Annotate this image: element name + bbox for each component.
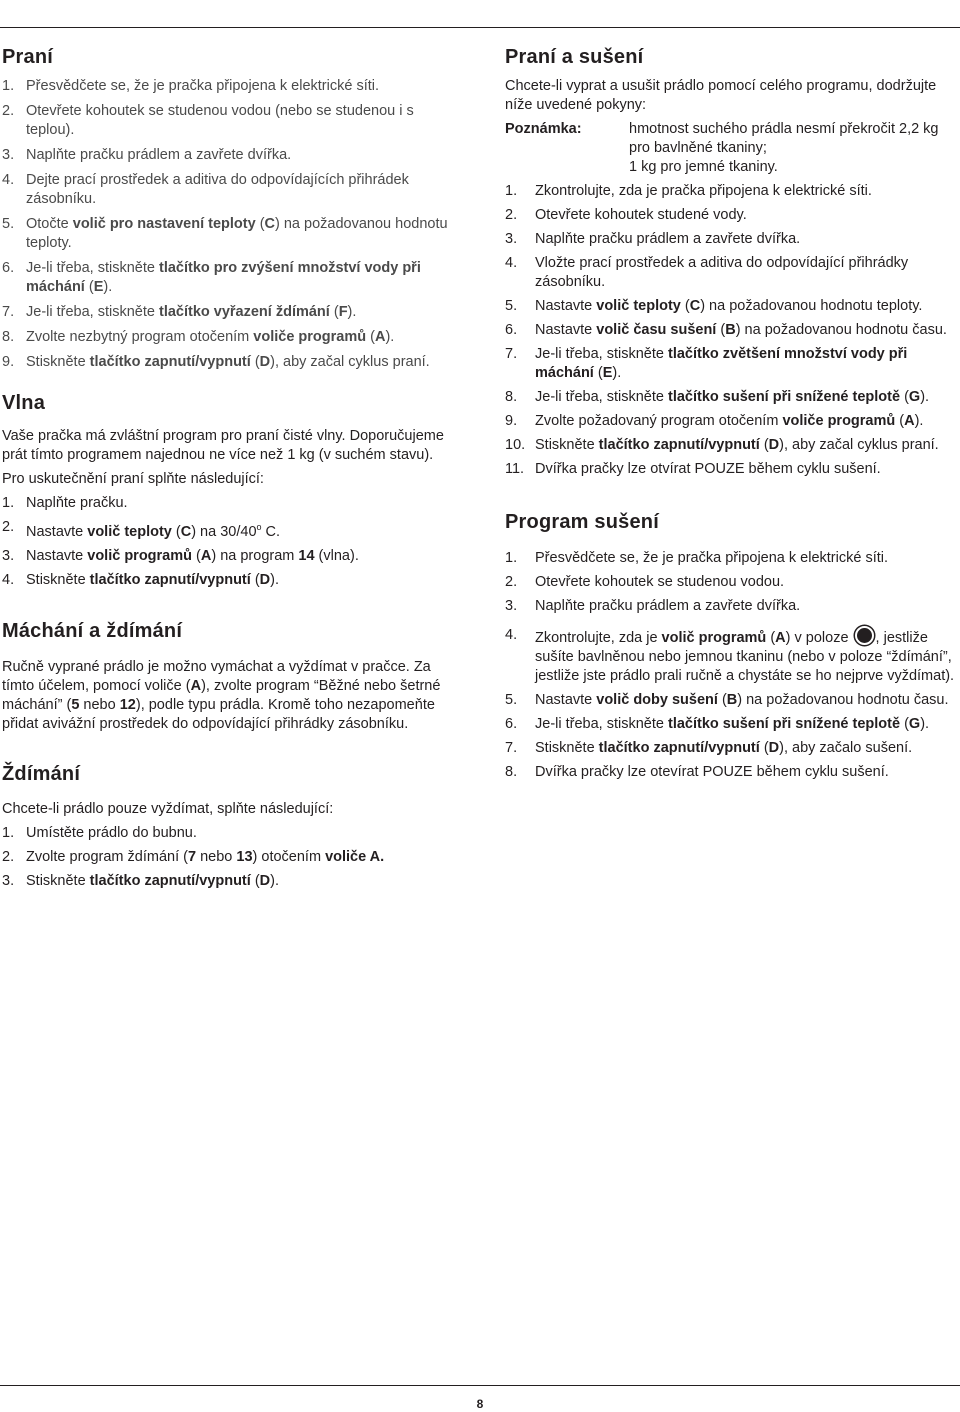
bold-text: A	[904, 413, 915, 429]
text-run: Je-li třeba, stiskněte	[26, 304, 159, 320]
text-run: nebo	[79, 696, 120, 713]
step-number: 1.	[2, 495, 15, 511]
step-text	[26, 353, 464, 372]
step-text	[26, 547, 464, 566]
text-run: ) na požadovanou hodnotu teploty.	[700, 298, 923, 314]
machani-body	[2, 658, 464, 734]
text-run: Přesvědčete se, že je pračka připojena k elektrické síti.	[535, 550, 888, 566]
text-run: ) na 30/40	[191, 523, 257, 540]
list-item	[2, 215, 464, 253]
step-number: 9.	[2, 354, 15, 370]
bold-text: tlačítko zapnutí/vypnutí	[89, 354, 251, 370]
bold-text: 7	[187, 848, 197, 865]
step-text	[535, 549, 955, 568]
step-number: 2.	[2, 103, 15, 119]
list-item	[505, 321, 955, 340]
text-run: Naplňte pračku prádlem a zavřete dvířka.	[535, 598, 801, 614]
step-text	[535, 388, 955, 407]
bold-text: B	[726, 692, 738, 708]
bold-text: volič doby sušení	[596, 692, 718, 708]
note-line-2: pro bavlněné tkaniny;	[629, 140, 767, 156]
list-item	[505, 626, 955, 686]
step-number: 5.	[505, 298, 518, 314]
text-run: (	[759, 740, 769, 756]
step-number: 8.	[2, 329, 15, 345]
text-run: Nastavte	[535, 322, 597, 338]
text-run: ) na požadovanou hodnotu času.	[735, 322, 947, 338]
text-run: Dejte prací prostředek a aditiva do odpovídajících přihrádek zásobníku.	[26, 172, 409, 207]
bold-text: 14	[298, 547, 315, 564]
list-item	[2, 494, 464, 513]
list-item	[505, 597, 955, 616]
bold-text: volič programů	[87, 547, 192, 564]
list-item	[505, 412, 955, 431]
text-run: ).	[385, 329, 395, 345]
text-run: ).	[914, 413, 924, 429]
text-run: Vložte prací prostředek a aditiva do odpovídající přihrádky zásobníku.	[535, 255, 909, 290]
text-run: Otevřete kohoutek studené vody.	[535, 207, 747, 223]
zdimani-steps	[2, 824, 464, 891]
program-suseni-steps	[505, 549, 955, 782]
bold-text: tlačítko zapnutí/vypnutí	[598, 740, 760, 756]
list-item	[2, 171, 464, 209]
list-item	[2, 353, 464, 372]
text-run: (vlna).	[314, 547, 359, 564]
prani-suseni-intro: Chcete-li vyprat a usušit prádlo pomocí celého programu, dodržujte níže uvedené pokyny:	[505, 78, 937, 113]
list-item	[505, 739, 955, 758]
text-run: (	[255, 216, 265, 232]
text-run: Umístěte prádlo do bubnu.	[26, 824, 197, 841]
step-text	[535, 763, 955, 782]
text-run: Otevřete kohoutek se studenou vodou.	[535, 574, 785, 590]
step-number: 4.	[2, 172, 15, 188]
text-run: Stiskněte	[535, 740, 599, 756]
step-number: 8.	[505, 764, 518, 780]
step-number: 7.	[2, 304, 15, 320]
bold-text: volič času sušení	[596, 322, 717, 338]
list-item	[2, 848, 464, 867]
page-number: 8	[476, 1397, 484, 1411]
text-run: Ručně vyprané prádlo je možno vymáchat a vyždímat v pračce. Za tímto účelem, pomocí voliče (	[2, 658, 431, 694]
text-run: Zvolte požadovaný program otočením	[535, 413, 783, 429]
list-item	[2, 303, 464, 322]
step-text	[26, 824, 464, 843]
step-number: 2.	[505, 574, 518, 590]
step-number: 2.	[2, 519, 15, 535]
bold-text: G	[908, 389, 921, 405]
text-run: Stiskněte	[535, 437, 599, 453]
note-label: Poznámka:	[505, 121, 582, 137]
bold-text: volič teploty	[596, 298, 681, 314]
bold-text: C	[689, 298, 701, 314]
bold-text: 12	[119, 696, 136, 713]
text-run: ).	[270, 571, 279, 588]
step-text	[26, 848, 464, 867]
bold-text: A	[200, 547, 212, 564]
step-number: 4.	[505, 255, 518, 271]
text-run: Zvolte nezbytný program otočením	[26, 329, 254, 345]
step-text	[26, 518, 464, 542]
step-number: 1.	[505, 550, 518, 566]
text-run: ) otočením	[252, 848, 326, 865]
list-item	[505, 715, 955, 734]
text-run: Je-li třeba, stiskněte	[535, 389, 668, 405]
bold-text: tlačítko pro zvýšení množství vody při máchání	[26, 260, 421, 295]
poznamka-note	[505, 120, 955, 177]
step-text	[535, 460, 955, 479]
text-run: (	[900, 389, 909, 405]
text-run: (	[366, 329, 375, 345]
list-item	[2, 259, 464, 297]
bold-text: D	[768, 437, 780, 453]
list-item	[505, 230, 955, 249]
bold-text: C	[180, 523, 192, 540]
bold-text: volič programů	[661, 630, 767, 646]
text-run: ) v poloze	[785, 630, 853, 646]
text-run: ), aby začal cyklus praní.	[270, 354, 430, 370]
list-item	[505, 254, 955, 292]
text-run: (	[900, 716, 909, 732]
bold-text: A	[190, 677, 202, 694]
list-item	[505, 206, 955, 225]
step-number: 6.	[505, 716, 518, 732]
top-rule	[0, 0, 960, 28]
text-run: (	[680, 298, 690, 314]
bold-text: 13	[236, 848, 253, 865]
text-run: Je-li třeba, stiskněte	[535, 346, 668, 362]
list-item	[2, 547, 464, 566]
bold-text: volič pro nastavení teploty	[72, 216, 256, 232]
vlna-steps	[2, 494, 464, 590]
text-run: Zkontrolujte, zda je pračka připojena k elektrické síti.	[535, 183, 872, 199]
bold-text: G	[908, 716, 921, 732]
bold-text: voliče programů	[782, 413, 896, 429]
text-run: Naplňte pračku prádlem a zavřete dvířka.	[535, 231, 801, 247]
step-number: 4.	[505, 627, 518, 643]
list-item	[505, 297, 955, 316]
step-text	[535, 573, 955, 592]
text-run: ), aby začalo sušení.	[779, 740, 913, 756]
text-run: Je-li třeba, stiskněte	[535, 716, 668, 732]
step-number: 1.	[2, 78, 15, 94]
step-number: 3.	[505, 598, 518, 614]
list-item	[2, 102, 464, 140]
text-run: (	[250, 571, 260, 588]
step-text	[535, 436, 955, 455]
step-number: 4.	[2, 571, 15, 588]
text-run: Otevřete kohoutek se studenou vodou (nebo se studenou i s teplou).	[26, 103, 414, 138]
text-run: ), zvolte program “Běžné nebo šetrné máchání” (	[2, 677, 441, 713]
text-run: (	[192, 547, 201, 564]
step-number: 1.	[2, 824, 15, 841]
bold-text: tlačítko zvětšení množství vody při máchání	[535, 346, 908, 381]
step-text	[535, 715, 955, 734]
step-number: 7.	[505, 346, 518, 362]
step-text	[26, 171, 464, 209]
text-run: (	[84, 279, 94, 295]
step-number: 3.	[2, 872, 15, 889]
step-text	[26, 146, 464, 165]
step-text	[535, 297, 955, 316]
step-number: 6.	[2, 260, 15, 276]
bold-text: voliče programů	[253, 329, 367, 345]
bold-text: tlačítko zapnutí/vypnutí	[89, 571, 251, 588]
left-column	[2, 44, 464, 891]
step-number: 2.	[505, 207, 518, 223]
list-item	[505, 436, 955, 455]
text-run: (	[593, 365, 603, 381]
bold-text: D	[259, 571, 271, 588]
text-run: Zkontrolujte, zda je	[535, 630, 662, 646]
step-number: 6.	[505, 322, 518, 338]
list-item	[505, 460, 955, 479]
list-item	[2, 518, 464, 542]
list-item	[505, 182, 955, 201]
text-run: Zvolte program ždímání (	[26, 848, 188, 865]
list-item	[2, 328, 464, 347]
step-text	[535, 739, 955, 758]
step-text	[26, 494, 464, 513]
prani-suseni-steps	[505, 182, 955, 479]
step-number: 11.	[505, 461, 525, 477]
bold-text: D	[768, 740, 780, 756]
text-run: (	[329, 304, 339, 320]
text-run: (	[717, 692, 727, 708]
section-title-prani: Praní	[2, 46, 54, 68]
text-run: Nastavte	[26, 523, 88, 540]
section-title-zdimani: Ždímání	[2, 762, 81, 785]
text-run: Stiskněte	[26, 354, 90, 370]
right-column	[505, 44, 955, 782]
text-run: Nastavte	[535, 298, 597, 314]
step-text	[535, 206, 955, 225]
step-text	[26, 303, 464, 322]
text-run: ).	[612, 365, 622, 381]
text-run: (	[171, 523, 181, 540]
list-item	[2, 571, 464, 590]
list-item	[505, 549, 955, 568]
note-line-1: hmotnost suchého prádla nesmí překročit 2,2 kg	[629, 121, 939, 137]
bold-text: 5	[71, 696, 80, 713]
zdimani-lead: Chcete-li prádlo pouze vyždímat, splňte následující:	[2, 800, 334, 817]
bold-text: A	[775, 630, 786, 646]
bold-text: tlačítko zapnutí/vypnutí	[598, 437, 760, 453]
section-title-prani-suseni: Praní a sušení	[505, 46, 644, 68]
bold-text: E	[602, 365, 613, 381]
step-number: 8.	[505, 389, 518, 405]
bold-text: F	[338, 304, 348, 320]
step-text	[26, 328, 464, 347]
text-run: (	[766, 630, 776, 646]
bold-text: tlačítko zapnutí/vypnutí	[89, 872, 251, 889]
list-item	[505, 345, 955, 383]
step-number: 3.	[2, 547, 15, 564]
bold-text: D	[259, 354, 271, 370]
text-run: Stiskněte	[26, 872, 90, 889]
text-run: C.	[261, 523, 281, 540]
bold-text: D	[259, 872, 271, 889]
step-text	[26, 215, 464, 253]
step-number: 2.	[2, 848, 15, 865]
step-number: 7.	[505, 740, 518, 756]
text-run: ) na požadovanou hodnotu teploty.	[26, 216, 448, 251]
list-item	[505, 573, 955, 592]
text-run: Přesvědčete se, že je pračka připojena k elektrické síti.	[26, 78, 379, 94]
step-text	[535, 691, 955, 710]
bold-text: C	[264, 216, 276, 232]
text-run: ), aby začal cyklus praní.	[779, 437, 939, 453]
step-number: 3.	[2, 147, 15, 163]
step-number: 10.	[505, 437, 526, 453]
step-text	[535, 626, 955, 686]
text-run: (	[716, 322, 726, 338]
list-item	[2, 824, 464, 843]
list-item	[2, 77, 464, 96]
bold-text: tlačítko sušení při snížené teplotě	[667, 716, 901, 732]
step-number: 9.	[505, 413, 518, 429]
list-item	[505, 763, 955, 782]
text-run: nebo	[196, 848, 237, 865]
text-run: ).	[270, 872, 279, 889]
text-run: Naplňte pračku.	[26, 495, 128, 511]
text-run: Dvířka pračky lze otevírat POUZE během cyklu sušení.	[535, 764, 889, 780]
vlna-lead: Pro uskutečnění praní splňte následující:	[2, 471, 264, 487]
text-run: ).	[347, 304, 357, 320]
step-number: 3.	[505, 231, 518, 247]
text-run: (	[250, 872, 260, 889]
text-run: Nastavte	[26, 547, 88, 564]
step-text	[26, 872, 464, 891]
text-run: Naplňte pračku prádlem a zavřete dvířka.	[26, 147, 292, 163]
section-title-vlna: Vlna	[2, 392, 46, 414]
step-text	[26, 77, 464, 96]
text-run: (	[759, 437, 769, 453]
step-text	[535, 254, 955, 292]
note-line-3: 1 kg pro jemné tkaniny.	[629, 159, 778, 175]
text-run: ) na požadovanou hodnotu času.	[737, 692, 949, 708]
step-number: 5.	[505, 692, 518, 708]
knob-icon	[855, 626, 874, 645]
step-text	[535, 230, 955, 249]
bold-text: tlačítko sušení při snížené teplotě	[667, 389, 901, 405]
text-run: Stiskněte	[26, 571, 90, 588]
text-run: Otočte	[26, 216, 73, 232]
text-run: Je-li třeba, stiskněte	[26, 260, 159, 276]
bold-text: voliče A.	[325, 848, 385, 865]
text-run: ).	[103, 279, 113, 295]
bold-text: volič teploty	[87, 523, 172, 540]
step-text	[535, 182, 955, 201]
vlna-intro: Vaše pračka má zvláštní program pro praní čisté vlny. Doporučujeme prát tímto programem najednou ne více než 1 kg (v suchém stavu).	[2, 428, 444, 463]
step-text	[26, 259, 464, 297]
text-run: (	[895, 413, 905, 429]
bold-text: B	[725, 322, 736, 338]
text-run: Nastavte	[535, 692, 597, 708]
text-run: , jestliže sušíte bavlněnou nebo jemnou tkaninu (nebo v poloze “ždímání”, jestliže jste prádlo prali ručně a chystáte se ho nejprve vyždímat).	[535, 630, 955, 684]
bottom-rule	[0, 1385, 960, 1386]
bold-text: E	[93, 279, 104, 295]
step-text	[535, 597, 955, 616]
bold-text: A	[374, 329, 386, 345]
step-number: 1.	[505, 183, 518, 199]
step-text	[26, 571, 464, 590]
text-run: ).	[920, 389, 930, 405]
prani-steps	[2, 77, 464, 372]
step-text	[535, 321, 955, 340]
text-run: Dvířka pračky lze otvírat POUZE během cyklu sušení.	[535, 461, 881, 477]
step-text	[535, 412, 955, 431]
section-title-machani: Máchání a ždímání	[2, 619, 183, 642]
text-run: ).	[920, 716, 930, 732]
text-run: o	[256, 522, 262, 532]
section-title-program-suseni: Program sušení	[505, 511, 659, 533]
list-item	[505, 388, 955, 407]
list-item	[505, 691, 955, 710]
bold-text: tlačítko vyřazení ždímání	[158, 304, 330, 320]
text-run: (	[250, 354, 260, 370]
list-item	[2, 146, 464, 165]
text-run: ), podle typu prádla. Kromě toho nezapomeňte přidat avivážní prostředek do odpovídající přihrádky zásobníku.	[2, 696, 435, 732]
list-item	[2, 872, 464, 891]
text-run: ) na program	[211, 547, 299, 564]
step-number: 5.	[2, 216, 15, 232]
step-text	[535, 345, 955, 383]
step-text	[26, 102, 464, 140]
